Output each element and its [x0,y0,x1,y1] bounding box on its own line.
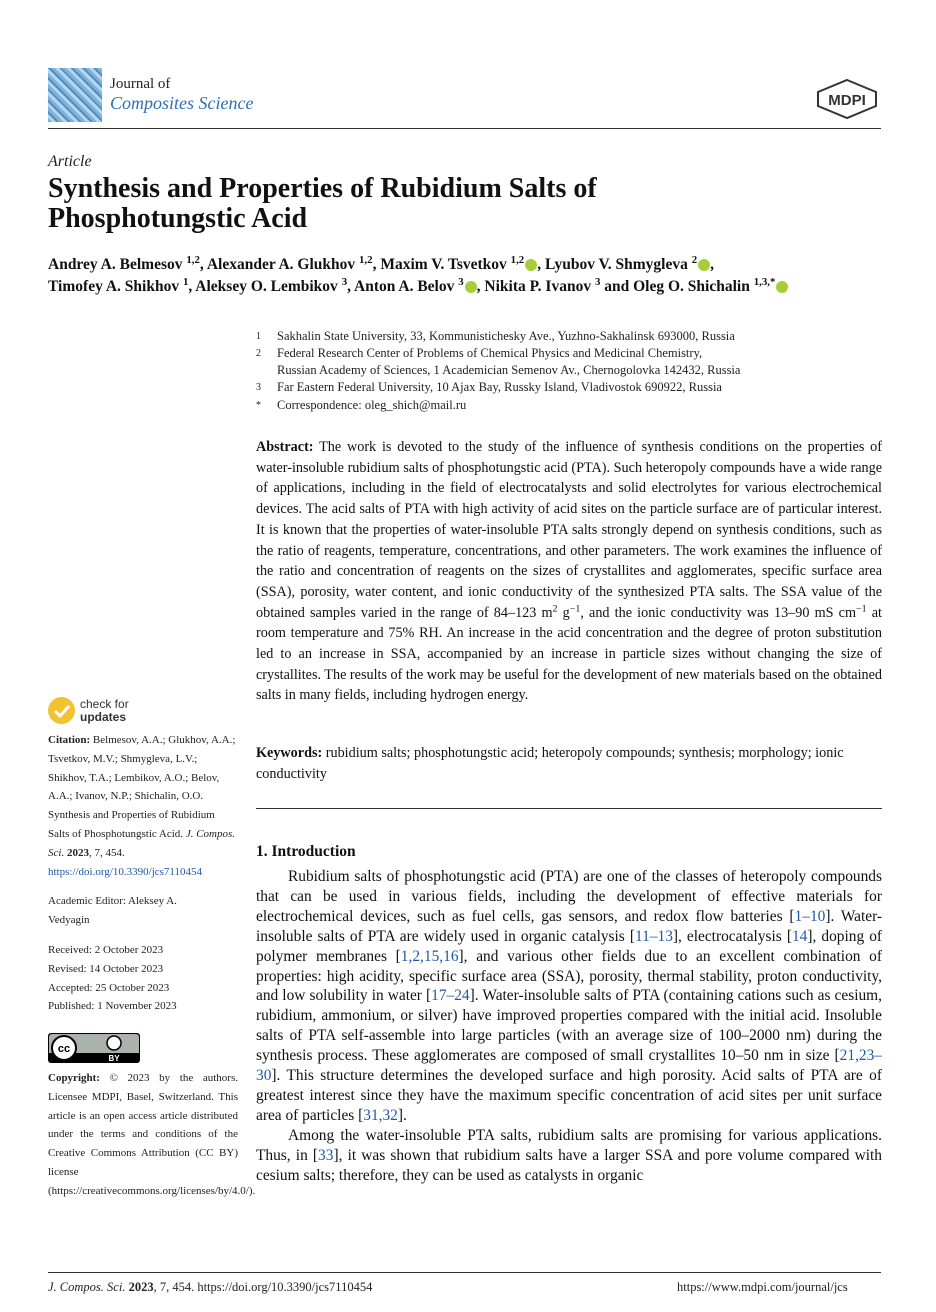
author-name: Nikita P. Ivanov [484,278,592,295]
introduction-body [256,867,882,1186]
affiliation-number: 2 [256,348,261,359]
reference-link[interactable]: 31,32 [363,1106,398,1124]
l2-author-2 [354,275,485,295]
author-affiliation-sup: 1,2 [359,253,373,266]
author-separator: , [188,278,196,295]
keywords [256,743,882,784]
check-for-label: check for [80,697,129,711]
paper-title: Synthesis and Properties of Rubidium Salts of Phosphotungstic Acid [48,173,597,234]
l2-author-1 [195,275,355,295]
author-name: Aleksey O. Lembikov [195,278,338,295]
citation-year: 2023 [66,846,89,859]
author-separator: , [372,256,381,273]
paragraph-text: ]. [397,1106,407,1124]
author-separator: , [476,278,485,295]
keywords-text: rubidium salts; phosphotungstic acid; heteropoly compounds; synthesis; morphology; ionic conductivity [256,745,844,782]
academic-editor: Academic Editor: Aleksey A. Vedyagin [48,895,177,926]
paragraph-text: ]. Water-insoluble salts of PTA (containing cations such as cesium, rubidium, ammonium, or silver) have improved properties compared with the initial acid. Insoluble salts of PTA self-assemble into large particles (with an average size of 100–2000 nm) during the synthesis process. These agglomerates are composed of small crystallites 10–50 nm in size [ [256,987,882,1065]
date-accepted: Accepted: 25 October 2023 [48,981,170,994]
date-received: Received: 2 October 2023 [48,944,164,956]
section-heading: 1. Introduction [256,843,356,860]
author-affiliation-sup: 1,3,* [753,275,776,288]
l1-author-2 [380,253,545,273]
paragraph-text: ], and various other fields due to an excellent combination of properties: high acidity, specific surface area (SSA), porosity, thermal stability, proton conductivity, and low solubility in water [ [256,947,882,1005]
mdpi-logo [814,78,880,120]
abstract-sup-c: −1 [856,602,867,614]
abstract-text-a: The work is devoted to the study of the influence of synthesis conditions on the properties of water-insoluble rubidium salts of phosphotungstic acid (PTA). Such heteropoly compounds have a wide range of applications, including in the field of electrocatalysts and solid electrolytes for various electrochemical devices. The acid salts of PTA with high activity of acid sites on the particle surface are of particular interest. It is known that the properties of water-insoluble PTA salts strongly depend on synthesis conditions, such as the ratio of reagents, temperature, concentrations, and other parameters. The work examines the influence of the ratio and concentration of reagents on the sizes of crystallites and agglomerates, specific surface area (SSA), porosity, water content, and ionic conductivity of the synthesized PTA salts. The SSA value of the obtained samples varied in the range of 84–123 m [256,439,882,621]
affiliation-text: Russian Academy of Sciences, 1 Academician Semenov Av., Chernogolovka 142432, Russia [277,363,741,377]
footer-doi[interactable]: , 7, 454. https://doi.org/10.3390/jcs7110454 [153,1280,373,1294]
footer-rule [48,1272,881,1273]
author-name: Anton A. Belov [354,278,455,295]
reference-link[interactable]: 17–24 [431,987,470,1005]
l1-author-1 [206,253,381,273]
citation-text: Belmesov, A.A.; Glukhov, A.A.; Tsvetkov, M.V.; Shmygleva, L.V.; Shikhov, T.A.; Lembikov, A.O.; Belov, A.A.; Ivanov, N.P.; Shichalin, O.O. Synthesis and Properties of Rubidium Salts of Phosphotungstic Acid. [48,734,236,840]
journal-name-line1: Journal of [110,76,171,92]
l1-author-0 [48,253,207,273]
citation-volume: , 7, 454. [88,846,125,859]
affiliation-text: Correspondence: oleg_shich@mail.ru [277,398,467,412]
cc-text: cc [57,1043,71,1055]
citation-journal: J. Compos. Sci. [48,827,236,859]
footer-year: 2023 [128,1280,154,1294]
author-separator: , [537,256,545,273]
paragraph-text: ]. This structure determines the developed surface and high porosity. Acid salts of PTA are of greatest interest since they have the maximum specific concentration of acid sites per unit surface area of particles [ [256,1067,882,1124]
author-separator: , [710,256,714,273]
check-updates-icon [48,697,75,724]
keywords-label: Keywords: [256,745,323,761]
l2-author-0 [48,275,196,295]
author-affiliation-sup: 3 [458,275,464,288]
author-affiliation-sup: 3 [341,275,348,288]
copyright-block [48,1069,256,1201]
footer-journal-url[interactable]: https://www.mdpi.com/journal/jcs [677,1280,848,1294]
abstract [256,437,882,706]
l2-author-4 [633,275,788,295]
l1-author-3 [544,253,714,273]
affiliation-number: 3 [256,382,261,393]
author-name: Andrey A. Belmesov [48,256,183,273]
paragraph-text: Among the water-insoluble PTA salts, rubidium salts are promising for various applications. Thus, in [ [256,1126,882,1164]
cc-by-license-badge[interactable] [48,1033,140,1063]
check-for-updates-badge[interactable] [48,697,238,727]
author-line-1 [48,254,888,276]
abstract-text-d: at room temperature and 75% RH. An increase in the acid concentration and the degree of proton substitution led to an increase in SSA, accompanied by an increase in particle sizes without changing the size of crystallites. The results of the work may be useful for the development of new materials based on the obtained salts in many fields, including hydrogen energy. [256,604,882,704]
journal-name-line2: Composites Science [110,93,254,113]
author-separator: and [600,278,634,295]
author-name: Oleg O. Shichalin [633,278,750,295]
l2-author-3 [484,275,634,295]
intro-paragraph-2 [256,1126,882,1186]
abstract-sup-a: 2 [552,602,558,614]
reference-link[interactable]: 1–10 [794,907,826,925]
abstract-sup-b: −1 [569,602,581,614]
reference-link[interactable]: 33 [318,1146,334,1164]
intro-paragraph-1 [256,867,882,1126]
date-revised: Revised: 14 October 2023 [48,962,164,975]
orcid-icon[interactable] [465,281,477,293]
author-line-2 [48,276,888,298]
author-name: Alexander A. Glukhov [206,256,356,273]
orcid-icon[interactable] [525,259,537,271]
copyright-label: Copyright: [48,1072,100,1084]
footer-journal: J. Compos. Sci. [48,1280,126,1294]
author-name: Timofey A. Shikhov [48,278,180,295]
orcid-icon[interactable] [698,259,710,271]
keywords-rule [256,808,882,809]
author-name: Maxim V. Tsvetkov [380,256,507,273]
abstract-text-b: g [557,604,570,621]
citation-doi-link[interactable]: https://doi.org/10.3390/jcs7110454 [48,865,203,878]
date-published: Published: 1 November 2023 [48,1000,177,1013]
paragraph-text: ]. Water-insoluble salts of PTA are widely used in organic catalysis [ [256,907,883,945]
reference-link[interactable]: 1,2,15,16 [400,947,459,965]
paragraph-text: ], electrocatalysis [ [672,927,792,945]
author-affiliation-sup: 3 [594,275,601,288]
author-list [48,254,888,298]
updates-label: updates [80,710,127,724]
affiliation-text: Far Eastern Federal University, 10 Ajax Bay, Russky Island, Vladivostok 690922, Russia [277,380,722,394]
author-affiliation-sup: 1 [182,275,189,288]
reference-link[interactable]: 11–13 [634,927,673,945]
citation-block [48,731,238,881]
paragraph-text: ], doping of polymer membranes [ [256,927,883,965]
article-type: Article [48,153,92,170]
publication-dates [48,941,238,1016]
author-separator: , [347,278,355,295]
abstract-text-c: , and the ionic conductivity was 13–90 mS cm [580,604,857,621]
affiliation-number: 1 [256,331,261,342]
author-affiliation-sup: 1,2 [186,253,200,266]
author-affiliation-sup: 1,2 [510,253,525,266]
paragraph-text: Rubidium salts of phosphotungstic acid (PTA) are one of the classes of heteropoly compounds that can be used in various fields, including the development of effective materials for electrochemical devices, such as fuel cells, gas sensors, and redox flow batteries [ [256,868,882,925]
abstract-label: Abstract: [256,439,314,455]
journal-logo [48,68,102,122]
orcid-icon[interactable] [776,281,788,293]
author-affiliation-sup: 2 [691,253,698,266]
publisher-name: MDPI [828,92,866,109]
affiliation-number: * [256,400,261,411]
affiliation-text: Sakhalin State University, 33, Kommunistichesky Ave., Yuzhno-Sakhalinsk 693000, Russia [277,329,735,343]
reference-link[interactable]: 21,23–30 [256,1047,882,1085]
reference-link[interactable]: 14 [791,927,808,945]
author-separator: , [199,256,207,273]
header-rule [48,128,881,129]
by-text: BY [108,1054,120,1063]
copyright-text: © 2023 by the authors. Licensee MDPI, Basel, Switzerland. This article is an open access article distributed under the terms and conditions of the Creative Commons Attribution (CC BY) license (https://creativecommons.org/licenses/by/4.0/). [48,1072,256,1197]
footer-citation [48,1280,372,1295]
affiliation-text: Federal Research Center of Problems of Chemical Physics and Medicinal Chemistry, [277,346,703,360]
citation-label: Citation: [48,734,91,746]
author-name: Lyubov V. Shmygleva [544,256,688,273]
paragraph-text: ], it was shown that rubidium salts have a larger SSA and pore volume compared with cesium salts; therefore, they can be used as catalysts in organic [256,1146,882,1184]
